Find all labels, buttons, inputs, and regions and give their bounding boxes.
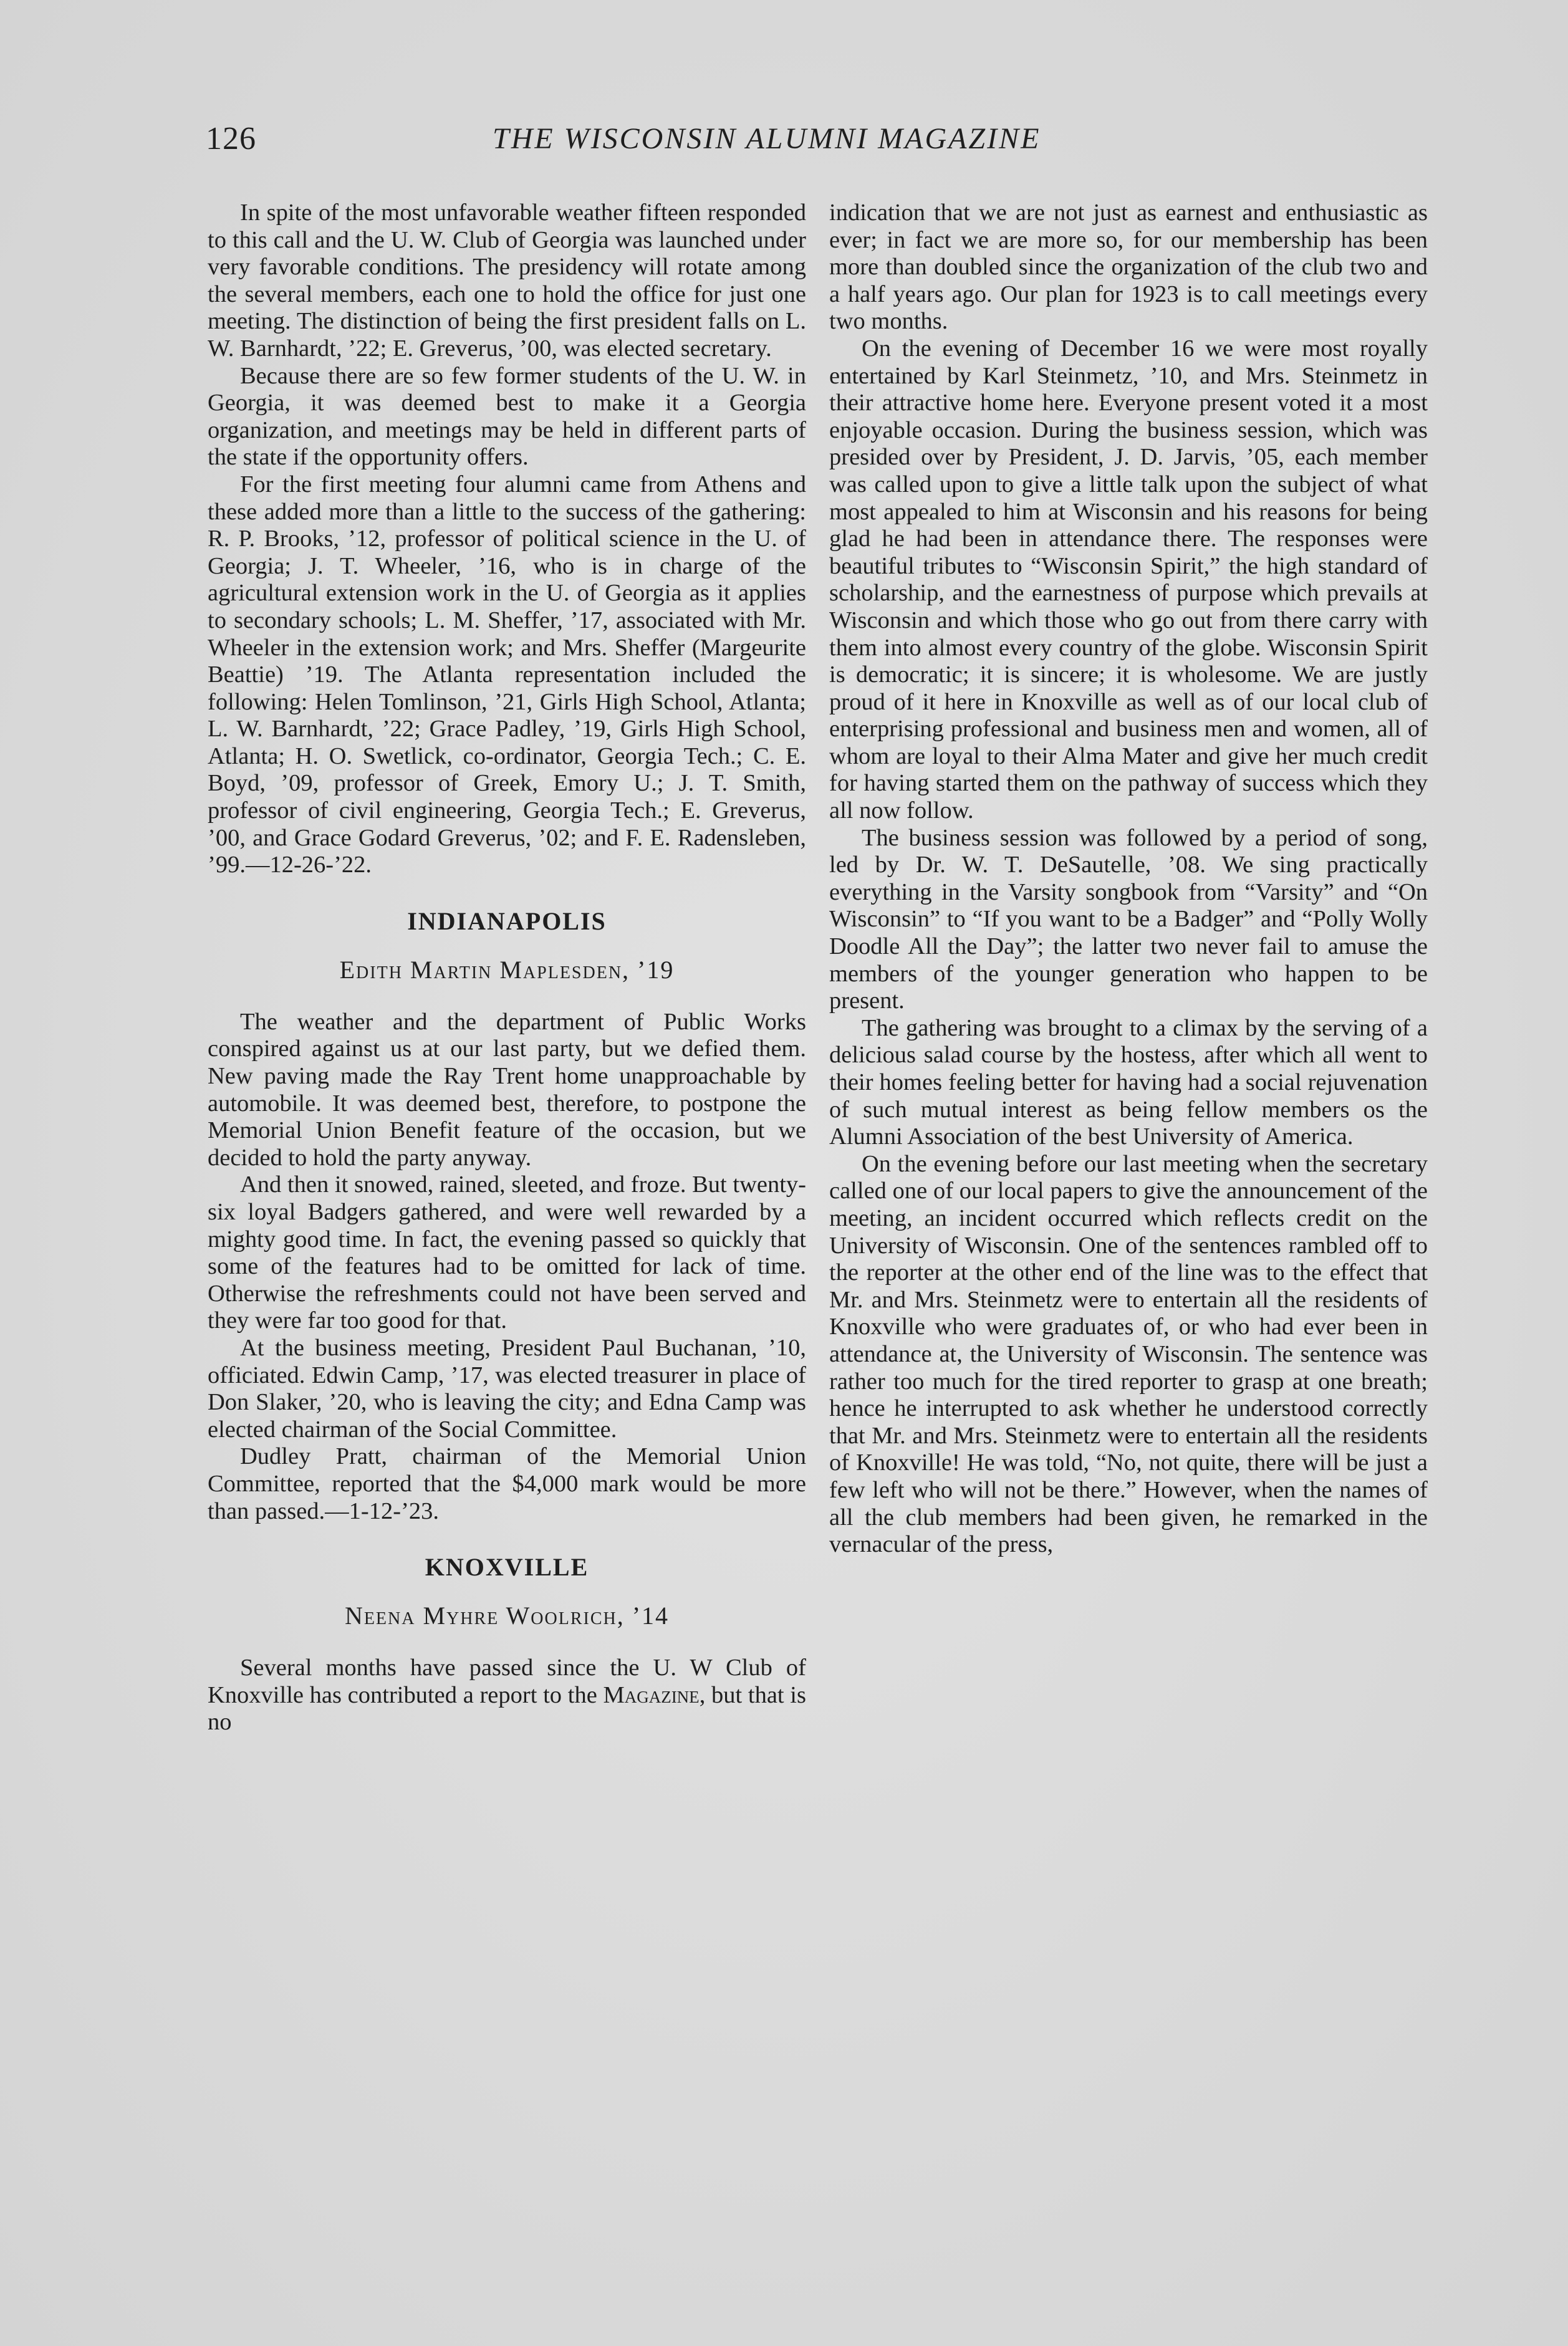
text-run: Several months have passed since the U. W Club of Knoxville has contributed a report to the (208, 1655, 806, 1708)
paragraph: The weather and the department of Public Works conspired against us at our last party, but we defied them. New paving made the Ray Trent home unapproachable by automobile. It was deemed best, therefore, to postpone the Memorial Union Benefit feature of the occasion, but we decided to hold the party anyway. (208, 1008, 806, 1171)
byline-knoxville: Neena Myhre Woolrich, ’14 (344, 1602, 670, 1630)
paragraph: In spite of the most unfavorable weather fifteen responded to this call and the U. W. Club of Georgia was launched under very favorable conditions. The presidency will rotate among the several members, each one to hold the office for just one meeting. The distinction of being the first president falls on L. W. Barnhardt, ’22; E. Greverus, ’00, was elected secretary. (208, 200, 806, 362)
paragraph: indication that we are not just as earnest and enthusiastic as ever; in fact we are more so, for our membership has been more than doubled since the organization of the club two and a half years ago. Our plan for 1923 is to call meetings every two months. (829, 200, 1428, 335)
paragraph: And then it snowed, rained, sleeted, and froze. But twenty-six loyal Badgers gathered, and were well rewarded by a mighty good time. In fact, the evening passed so quickly that some of the features had to be omitted for lack of time. Otherwise the refreshments could not have been served and they were far too good for that. (208, 1171, 806, 1334)
right-column (829, 200, 1428, 1559)
paragraph: Dudley Pratt, chairman of the Memorial Union Committee, reported that the $4,000 mark would be more than passed.—1-12-’23. (208, 1443, 806, 1524)
running-title: THE WISCONSIN ALUMNI MAGAZINE (493, 122, 1041, 155)
magazine-name: Magazine (603, 1681, 700, 1708)
paragraph: Because there are so few former students of the U. W. in Georgia, it was deemed best to make it a Georgia organization, and meetings may be held in different parts of the state if the opportunity offers. (208, 362, 806, 471)
paragraph: The business session was followed by a period of song, led by Dr. W. T. DeSautelle, ’08. We sing practically everything in the Varsity songbook from “Varsity” and “On Wisconsin” to “If you want to be a Badger” and “Polly Wolly Doodle All the Day”; the latter two never fail to amuse the members of the younger generation who happen to be present. (829, 824, 1428, 1014)
paragraph: At the business meeting, President Paul Buchanan, ’10, officiated. Edwin Camp, ’17, was elected treasurer in place of Don Slaker, ’20, who is leaving the city; and Edna Camp was elected chairman of the Social Committee. (208, 1334, 806, 1443)
page-number: 126 (206, 121, 256, 156)
paragraph: The gathering was brought to a climax by the serving of a delicious salad course by the hostess, after which all went to their homes feeling better for having had a social rejuvenation of such mutual interest as being fellow members os the Alumni Association of the best University of America. (829, 1014, 1428, 1150)
paragraph (208, 1655, 806, 1736)
paragraph: On the evening before our last meeting when the secretary called one of our local papers to give the announcement of the meeting, an incident occurred which reflects credit on the University of Wisconsin. One of the sentences rambled off to the reporter at the other end of the line was to the effect that Mr. and Mrs. Steinmetz were to entertain all the residents of Knoxville who were graduates of, or who had ever been in attendance at, the University of Wisconsin. The sentence was rather too much for the tired reporter to grasp at one breath; hence he interrupted to ask whether he understood correctly that Mr. and Mrs. Steinmetz were to entertain all the residents of Knoxville! He was told, “No, not quite, there will be just a few left who will not be there.” However, when the names of all the club members had been given, he remarked in the vernacular of the press, (829, 1150, 1428, 1558)
paragraph: For the first meeting four alumni came from Athens and these added more than a little to the success of the gathering: R. P. Brooks, ’12, professor of political science in the U. of Georgia; J. T. Wheeler, ’16, who is in charge of the agricultural extension work in the U. of Georgia as it applies to secondary schools; L. M. Sheffer, ’17, associated with Mr. Wheeler in the extension work; and Mrs. Sheffer (Margeurite Beattie) ’19. The Atlanta representation included the following: Helen Tomlinson, ’21, Girls High School, Atlanta; L. W. Barnhardt, ’22; Grace Padley, ’19, Girls High School, Atlanta; H. O. Swetlick, co-ordinator, Georgia Tech.; C. E. Boyd, ’09, professor of Greek, Emory U.; J. T. Smith, professor of civil engineering, Georgia Tech.; E. Greverus, ’00, and Grace Godard Greverus, ’02; and F. E. Radensleben, ’99.—12-26-’22. (208, 471, 806, 878)
byline-indianapolis: Edith Martin Maplesden, ’19 (339, 955, 675, 984)
page-header (206, 122, 1372, 171)
left-column (208, 200, 806, 1736)
text-run: , but that is no (208, 1681, 806, 1736)
paragraph: On the evening of December 16 we were most royally entertained by Karl Steinmetz, ’10, and Mrs. Steinmetz in their attractive home here. Everyone present voted it a most enjoyable occasion. During the business session, which was presided over by President, J. D. Jarvis, ’05, each member was called upon to give a little talk upon the subject of what most appealed to him at Wisconsin and his reasons for being glad he had been in attendance there. The responses were beautiful tributes to “Wisconsin Spirit,” the high standard of scholarship, and the earnestness of purpose which prevails at Wisconsin and which those who go out from there carry with them into almost every country of the globe. Wisconsin Spirit is democratic; it is sincere; it is wholesome. We are justly proud of it here in Knoxville as well as of our local club of enterprising professional and business men and women, all of whom are loyal to their Alma Mater and give her much credit for having started them on the pathway of success which they all now follow. (829, 335, 1428, 824)
section-heading-knoxville: KNOXVILLE (425, 1553, 589, 1582)
section-heading-indianapolis: INDIANAPOLIS (407, 906, 607, 935)
